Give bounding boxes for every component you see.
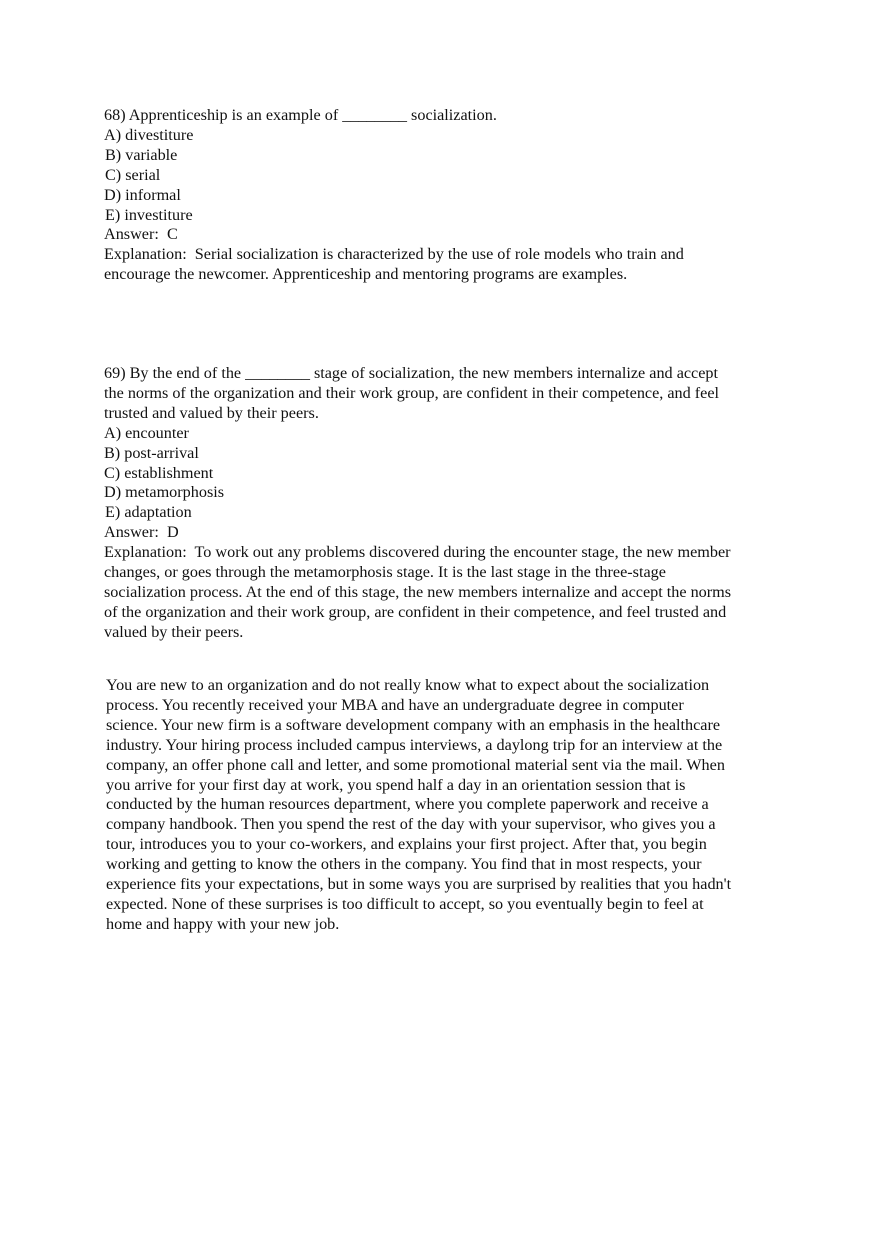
explanation-line: valued by their peers. — [104, 622, 244, 641]
question-stem-line: 69) By the end of the ________ stage of socialization, the new members internalize and accept — [104, 364, 719, 382]
question-69 — [104, 364, 794, 643]
explanation-line: Explanation: Serial socialization is characterized by the use of role models who train and — [104, 245, 684, 264]
scenario-line: home and happy with your new job. — [106, 914, 340, 933]
explanation-line: Explanation: To work out any problems discovered during the encounter stage, the new member — [104, 543, 731, 562]
question-stem: 68) Apprenticeship is an example of ________ socialization. — [104, 106, 497, 124]
explanation-line: encourage the newcomer. Apprenticeship and mentoring programs are examples. — [104, 265, 628, 284]
scenario-line: expected. None of these surprises is too difficult to accept, so you eventually begin to feel at — [106, 894, 704, 913]
option-e: E) investiture — [105, 205, 193, 224]
answer: Answer: D — [104, 523, 179, 542]
scenario-line: tour, introduces you to your co-workers, and explains your first project. After that, you begin — [106, 835, 707, 854]
scenario-line: experience fits your expectations, but in some ways you are surprised by realities that you hadn't — [106, 875, 732, 894]
scenario-line: industry. Your hiring process included campus interviews, a daylong trip for an interview at the — [106, 735, 723, 754]
scenario-line: You are new to an organization and do not really know what to expect about the socialization — [106, 676, 710, 694]
answer: Answer: C — [104, 225, 178, 244]
option-d: D) metamorphosis — [104, 483, 225, 502]
option-b: B) post-arrival — [104, 443, 199, 462]
scenario-line: company handbook. Then you spend the rest of the day with your supervisor, who gives you a — [106, 815, 716, 834]
scenario-line: company, an offer phone call and letter, and some promotional material sent via the mail. When — [106, 755, 725, 774]
scenario-line: you arrive for your first day at work, you spend half a day in an orientation session that is — [106, 775, 686, 794]
option-a: A) encounter — [104, 423, 189, 442]
option-a: A) divestiture — [104, 125, 194, 144]
option-b: B) variable — [105, 145, 178, 164]
explanation-line: of the organization and their work group, are confident in their competence, and feel trusted and — [104, 602, 727, 621]
scenario-line: science. Your new firm is a software development company with an emphasis in the healthcare — [106, 715, 721, 734]
scenario-paragraph — [106, 676, 794, 935]
option-d: D) informal — [104, 185, 181, 204]
scenario-line: process. You recently received your MBA and have an undergraduate degree in computer — [106, 695, 684, 714]
scenario-line: working and getting to know the others in the company. You find that in most respects, your — [106, 855, 702, 874]
question-stem-line: the norms of the organization and their work group, are confident in their competence, and feel — [104, 383, 720, 402]
explanation-line: changes, or goes through the metamorphosis stage. It is the last stage in the three-stage — [104, 563, 666, 582]
option-c: C) establishment — [104, 463, 214, 482]
explanation-line: socialization process. At the end of this stage, the new members internalize and accept the norms — [104, 582, 732, 601]
option-e: E) adaptation — [105, 503, 192, 522]
scenario-line: conducted by the human resources department, where you complete paperwork and receive a — [106, 795, 709, 814]
option-c: C) serial — [105, 165, 161, 184]
question-stem-line: trusted and valued by their peers. — [104, 403, 319, 422]
question-68 — [104, 106, 794, 285]
